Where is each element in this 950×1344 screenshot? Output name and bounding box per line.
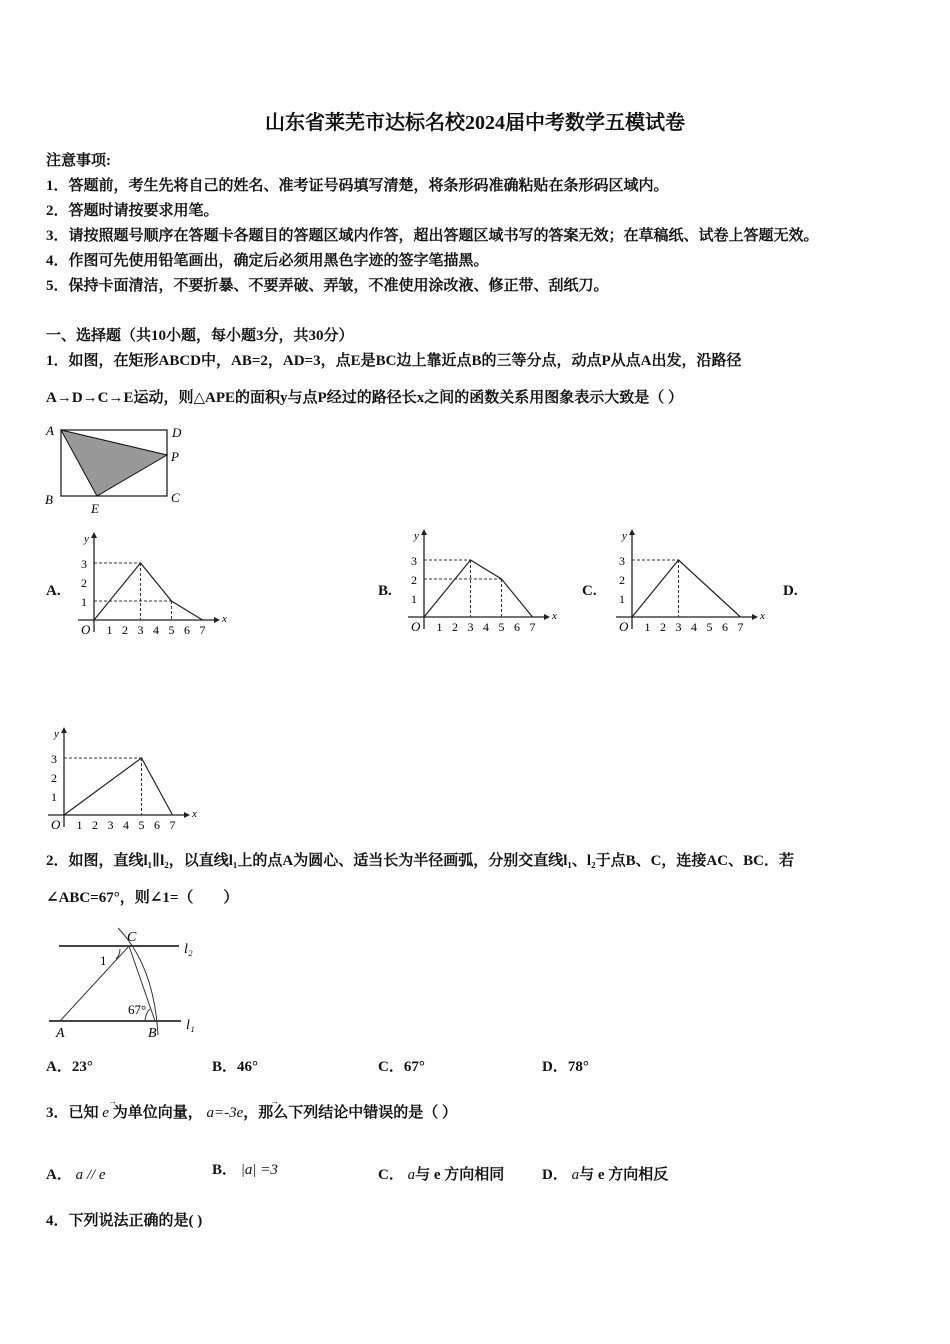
x-axis-label: x — [222, 613, 227, 625]
origin-label: O — [51, 817, 61, 832]
y-tick-label: 2 — [81, 576, 87, 590]
note-item: 2．答题时请按要求用笔。 — [46, 203, 219, 219]
x-tick-label: 2 — [122, 623, 128, 637]
q1-option-b[interactable]: B. — [378, 583, 392, 599]
q2-option-d[interactable]: D．78° — [542, 1059, 589, 1075]
origin-label: O — [81, 622, 91, 637]
label-d: D — [172, 425, 182, 440]
q2-option-c[interactable]: C．67° — [378, 1059, 425, 1075]
label-e: E — [91, 501, 99, 516]
function-line — [94, 563, 203, 620]
q1-text: A→D→C→E运动，则△APE的面积y与点P经过的路径长x之间的函数关系用图象表示大致是（ ） — [46, 390, 683, 406]
y-tick-label: 1 — [51, 790, 57, 804]
option-math: a — [571, 1167, 580, 1183]
x-tick-label: 5 — [138, 818, 145, 832]
vector-expression: a=-3e — [206, 1105, 244, 1121]
graph-option-c — [612, 527, 765, 637]
option-math: a — [407, 1167, 416, 1183]
y-axis-arrow-icon — [91, 532, 97, 538]
section-heading: 一、选择题（共10小题，每小题3分，共30分） — [46, 328, 354, 344]
label-c: C — [171, 490, 180, 505]
y-tick-label: 2 — [411, 573, 417, 587]
x-tick-label: 1 — [436, 620, 443, 634]
note-item: 1．答题前，考生先将自己的姓名、准考证号码填写清楚，将条形码准确粘贴在条形码区域内。 — [46, 178, 669, 194]
x-tick-label: 3 — [107, 818, 114, 832]
label-a: A — [56, 1026, 65, 1041]
y-axis-label: y — [414, 530, 419, 542]
y-tick-label: 3 — [81, 557, 87, 571]
q3-option-d[interactable] — [542, 1165, 668, 1185]
x-tick-label: 2 — [660, 620, 666, 634]
x-tick-label: 5 — [498, 620, 505, 634]
y-tick-label: 3 — [619, 554, 625, 568]
y-tick-label: 3 — [51, 752, 57, 766]
label-b: B — [45, 492, 53, 507]
q2-text: 2．如图，直线l₁∥l₂，以直线l₁上的点A为圆心、适当长为半径画弧，分别交直线l₁、l₂于点B、C，连接AC、BC．若 — [46, 853, 794, 869]
label-67-degrees: 67° — [128, 1002, 147, 1017]
y-axis-arrow-icon — [421, 529, 427, 535]
x-tick-label: 3 — [467, 620, 474, 634]
y-tick-label: 2 — [51, 771, 57, 785]
x-tick-label: 5 — [706, 620, 713, 634]
q1-text: 1．如图，在矩形ABCD中，AB=2，AD=3，点E是BC边上靠近点B的三等分点，动点P从点A出发，沿路径 — [46, 353, 742, 369]
x-tick-label: 4 — [123, 818, 129, 832]
q2-option-a[interactable]: A．23° — [46, 1059, 93, 1075]
option-label: C． — [378, 1167, 404, 1183]
compass-arc — [118, 928, 158, 1035]
graph-option-a — [74, 530, 227, 640]
y-tick-label: 1 — [411, 592, 417, 606]
label-b: B — [148, 1026, 157, 1041]
graph-option-b — [404, 527, 557, 637]
y-axis-label: y — [54, 728, 59, 740]
y-tick-label: 1 — [619, 592, 625, 606]
x-tick-label: 4 — [153, 623, 159, 637]
q3-option-c[interactable] — [378, 1165, 504, 1185]
q3-option-b[interactable] — [212, 1160, 278, 1180]
notes-heading: 注意事项: — [46, 153, 111, 169]
graph-option-d — [44, 725, 197, 835]
x-tick-label: 2 — [452, 620, 458, 634]
option-label: D． — [542, 1167, 568, 1183]
note-item: 5．保持卡面清洁，不要折暴、不要弄破、弄皱，不准使用涂改液、修正带、刮纸刀。 — [46, 278, 609, 294]
vector-arrow-icon: → — [270, 1096, 279, 1106]
function-line — [64, 758, 173, 815]
x-axis-arrow-icon — [184, 812, 190, 818]
origin-label: O — [411, 619, 421, 634]
option-label: B． — [212, 1162, 238, 1178]
q2-parallel-lines-figure — [44, 925, 204, 1045]
x-tick-label: 6 — [184, 623, 190, 637]
x-axis-label: x — [760, 610, 765, 622]
y-axis-arrow-icon — [629, 529, 635, 535]
q3-pre: 3．已知 — [46, 1105, 99, 1121]
x-tick-label: 6 — [154, 818, 160, 832]
q2-text: ∠ABC=67°，则∠1=（ ） — [46, 890, 239, 906]
note-item: 3．请按照题号顺序在答题卡各题目的答题区域内作答，超出答题区域书写的答案无效；在草稿纸、试卷上答题无效。 — [46, 228, 819, 244]
y-axis-arrow-icon — [61, 727, 67, 733]
vector-e: e — [102, 1105, 109, 1121]
label-angle-1: 1 — [100, 953, 107, 968]
x-tick-label: 4 — [691, 620, 697, 634]
option-label: A． — [46, 1167, 72, 1183]
q3-mid: 为单位向量， — [112, 1105, 203, 1121]
q3-post: ，那么下列结论中错误的是（ ） — [243, 1105, 457, 1121]
vector-arrow-icon: → — [108, 1096, 117, 1106]
x-tick-label: 4 — [483, 620, 489, 634]
option-math: |a| =3 — [240, 1162, 278, 1178]
x-axis-arrow-icon — [752, 614, 758, 620]
x-tick-label: 6 — [722, 620, 728, 634]
x-tick-label: 3 — [137, 623, 144, 637]
x-tick-label: 2 — [92, 818, 98, 832]
x-tick-label: 1 — [106, 623, 113, 637]
x-tick-label: 1 — [644, 620, 651, 634]
q1-rectangle-figure — [40, 420, 200, 520]
y-tick-label: 3 — [411, 554, 417, 568]
y-axis-label: y — [622, 530, 627, 542]
option-text: 与 e 方向相同 — [415, 1167, 505, 1183]
triangle-ape — [61, 430, 167, 496]
note-item: 4．作图可先使用铅笔画出，确定后必须用黑色字迹的签字笔描黑。 — [46, 253, 489, 269]
x-tick-label: 7 — [199, 623, 206, 637]
x-axis-label: x — [192, 808, 197, 820]
q1-option-a[interactable]: A. — [46, 583, 61, 599]
option-math: a // e — [75, 1167, 106, 1183]
q3-option-a[interactable] — [46, 1165, 106, 1185]
y-tick-label: 1 — [81, 595, 87, 609]
label-l1: l₁ — [186, 1018, 195, 1033]
origin-label: O — [619, 619, 629, 634]
q2-option-b[interactable]: B．46° — [212, 1059, 259, 1075]
label-p: P — [171, 449, 179, 464]
function-line — [424, 560, 533, 617]
option-text: 与 e 方向相反 — [579, 1167, 669, 1183]
q4-text: 4．下列说法正确的是( ) — [46, 1213, 203, 1229]
x-tick-label: 5 — [168, 623, 175, 637]
function-line — [632, 560, 741, 617]
x-tick-label: 7 — [529, 620, 536, 634]
page-title: 山东省莱芜市达标名校2024届中考数学五模试卷 — [265, 112, 685, 134]
x-tick-label: 7 — [737, 620, 744, 634]
label-c: C — [127, 930, 137, 945]
y-tick-label: 2 — [619, 573, 625, 587]
q1-option-d[interactable]: D. — [783, 583, 798, 599]
x-tick-label: 7 — [169, 818, 176, 832]
label-a: A — [46, 423, 54, 438]
segment-ac — [60, 946, 129, 1021]
x-axis-label: x — [552, 610, 557, 622]
q1-option-c[interactable]: C. — [582, 583, 597, 599]
y-axis-label: y — [84, 533, 89, 545]
x-axis-arrow-icon — [544, 614, 550, 620]
x-axis-arrow-icon — [214, 617, 220, 623]
x-tick-label: 1 — [76, 818, 83, 832]
x-tick-label: 3 — [675, 620, 682, 634]
x-tick-label: 6 — [514, 620, 520, 634]
label-l2: l₂ — [184, 942, 193, 957]
